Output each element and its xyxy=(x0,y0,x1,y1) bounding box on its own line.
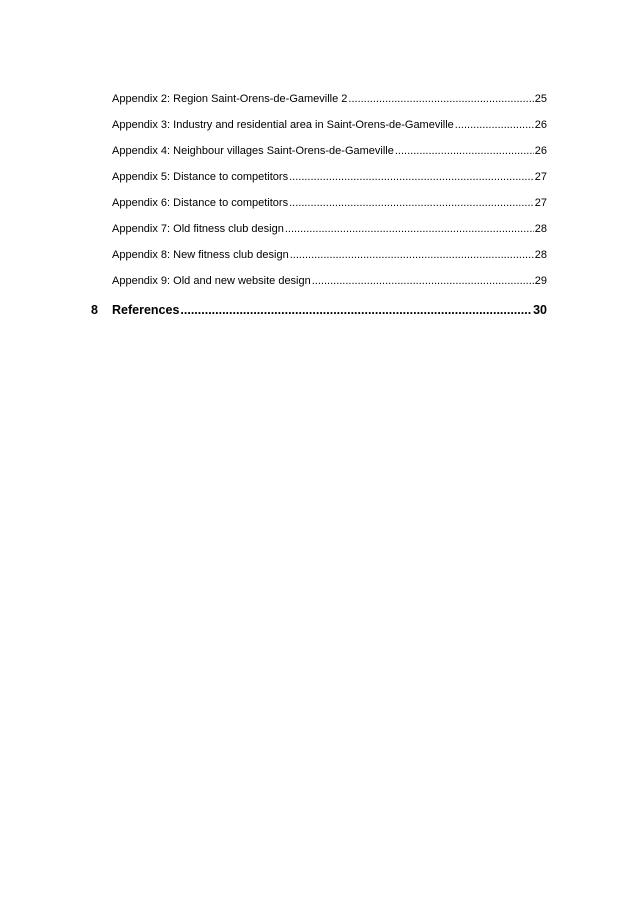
toc-page-number: 28 xyxy=(534,223,547,235)
toc-page-number: 26 xyxy=(534,145,547,157)
toc-dot-leader xyxy=(179,301,532,319)
toc-page-number: 29 xyxy=(534,275,547,287)
toc-dot-leader xyxy=(289,247,534,263)
toc-entry-title: Appendix 3: Industry and residential area in Saint-Orens-de-Gameville xyxy=(112,119,454,131)
toc-entry-appendix-2[interactable] xyxy=(112,91,547,107)
toc-entry-appendix-4[interactable] xyxy=(112,143,547,159)
toc-page-number: 28 xyxy=(534,249,547,261)
toc-dot-leader xyxy=(347,91,533,107)
toc-dot-leader xyxy=(288,169,534,185)
toc-entry-references[interactable] xyxy=(91,301,547,319)
toc-dot-leader xyxy=(284,221,534,237)
toc-entry-appendix-5[interactable] xyxy=(112,169,547,185)
toc-dot-leader xyxy=(288,195,534,211)
toc-page-number: 27 xyxy=(534,171,547,183)
toc-entry-title: Appendix 5: Distance to competitors xyxy=(112,171,289,183)
toc-dot-leader xyxy=(454,117,534,133)
toc-entry-title: Appendix 7: Old fitness club design xyxy=(112,223,284,235)
toc-entry-appendix-6[interactable] xyxy=(112,195,547,211)
toc-entry-appendix-8[interactable] xyxy=(112,247,547,263)
toc-page-number: 25 xyxy=(534,93,547,105)
toc-entry-appendix-3[interactable] xyxy=(112,117,547,133)
toc-entry-appendix-9[interactable] xyxy=(112,273,547,289)
toc-entry-title: Appendix 8: New fitness club design xyxy=(112,249,289,261)
toc-entry-title: Appendix 6: Distance to competitors xyxy=(112,197,289,209)
toc-page-number: 27 xyxy=(534,197,547,209)
toc-entry-title: Appendix 9: Old and new website design xyxy=(112,275,311,287)
toc-dot-leader xyxy=(394,143,534,159)
toc-page-number: 30 xyxy=(533,303,547,317)
toc-dot-leader xyxy=(311,273,534,289)
toc-entry-title: References xyxy=(112,303,180,317)
toc-entry-title: Appendix 4: Neighbour villages Saint-Orens-de-Gameville xyxy=(112,145,394,157)
toc-page-number: 26 xyxy=(534,119,547,131)
toc-entry-title: Appendix 2: Region Saint-Orens-de-Gameville 2 xyxy=(112,93,348,105)
toc-entry-appendix-7[interactable] xyxy=(112,221,547,237)
toc-section-number: 8 xyxy=(91,303,98,317)
